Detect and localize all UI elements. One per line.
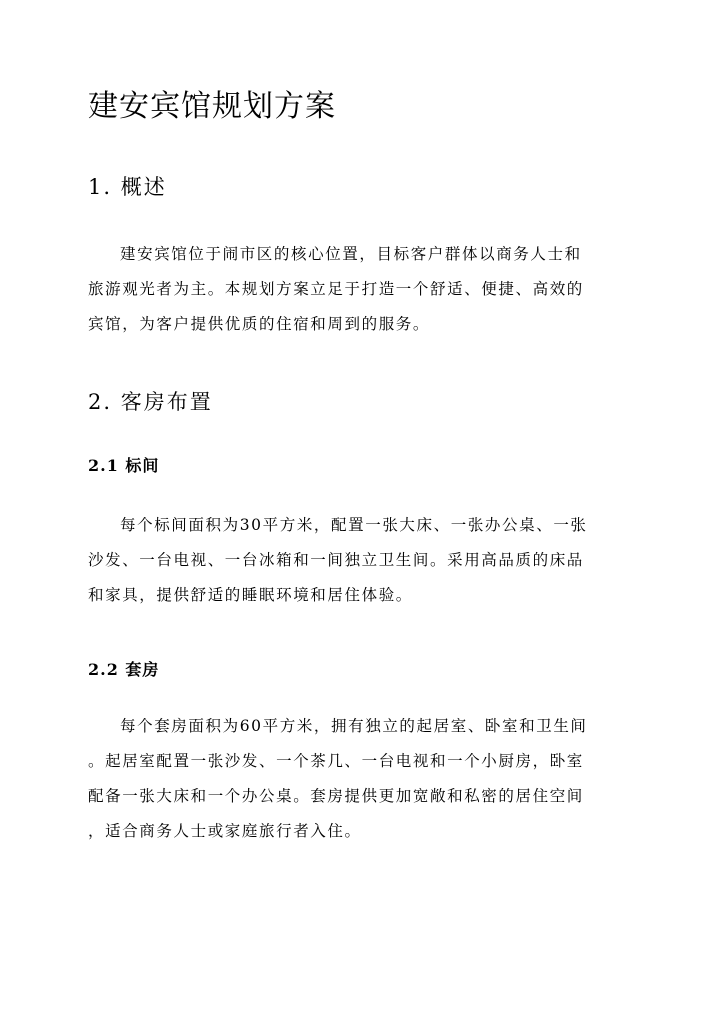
standard-room-paragraph xyxy=(88,508,633,613)
paragraph-line: ，适合商务人士或家庭旅行者入住。 xyxy=(88,822,362,840)
suite-paragraph xyxy=(88,709,633,849)
paragraph-line: 。起居室配置一张沙发、一个茶几、一台电视和一个小厨房，卧室 xyxy=(88,752,584,770)
paragraph-line: 和家具，提供舒适的睡眠环境和居住体验。 xyxy=(88,586,413,604)
paragraph-line: 沙发、一台电视、一台冰箱和一间独立卫生间。采用高品质的床品 xyxy=(88,551,584,569)
paragraph-line: 配备一张大床和一个办公桌。套房提供更加宽敞和私密的居住空间 xyxy=(88,787,584,805)
paragraph-line: 宾馆，为客户提供优质的住宿和周到的服务。 xyxy=(88,315,431,333)
document-title: 建安宾馆规划方案 xyxy=(88,89,336,124)
paragraph-line: 旅游观光者为主。本规划方案立足于打造一个舒适、便捷、高效的 xyxy=(88,280,584,298)
paragraph-line: 每个标间面积为30平方米，配置一张大床、一张办公桌、一张 xyxy=(120,516,588,534)
subsection-heading-standard-room: 2.1 标间 xyxy=(88,456,160,475)
subsection-heading-suite: 2.2 套房 xyxy=(88,660,160,679)
section-heading-room-layout: 2. 客房布置 xyxy=(88,390,213,414)
overview-paragraph xyxy=(88,237,633,342)
paragraph-line: 每个套房面积为60平方米，拥有独立的起居室、卧室和卫生间 xyxy=(120,717,588,735)
paragraph-line: 建安宾馆位于闹市区的核心位置，目标客户群体以商务人士和 xyxy=(120,245,582,263)
section-heading-overview: 1. 概述 xyxy=(88,175,167,199)
